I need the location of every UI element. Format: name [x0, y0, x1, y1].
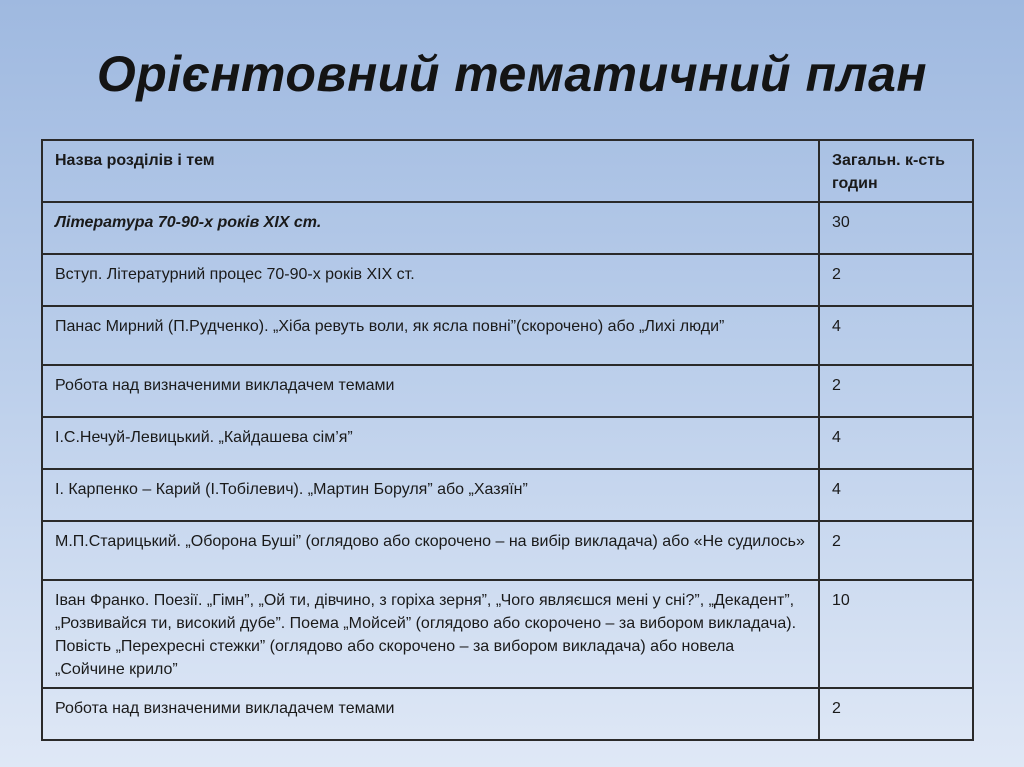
- topic-cell: Робота над визначеними викладачем темами: [42, 688, 819, 740]
- table-row: [42, 580, 973, 688]
- topic-cell: М.П.Старицький. „Оборона Буші” (оглядово або скорочено – на вибір викладача) або «Не судилось»: [42, 521, 819, 580]
- hours-cell: 2: [819, 688, 973, 740]
- topic-cell: Література 70-90-х років XIX ст.: [42, 202, 819, 254]
- topic-cell: І. Карпенко – Карий (І.Тобілевич). „Мартин Боруля” або „Хазяїн”: [42, 469, 819, 521]
- table-row: [42, 521, 973, 580]
- topic-cell: Панас Мирний (П.Рудченко). „Хіба ревуть воли, як ясла повні”(скорочено) або „Лихі люди”: [42, 306, 819, 365]
- hours-cell: 4: [819, 469, 973, 521]
- table-row: [42, 469, 973, 521]
- table-row: [42, 417, 973, 469]
- hours-cell: 30: [819, 202, 973, 254]
- hours-cell: 4: [819, 306, 973, 365]
- hours-cell: 4: [819, 417, 973, 469]
- topic-cell: Робота над визначеними викладачем темами: [42, 365, 819, 417]
- table-row: [42, 688, 973, 740]
- thematic-plan-table: [41, 139, 974, 741]
- topic-cell: І.С.Нечуй-Левицький. „Кайдашева сім’я”: [42, 417, 819, 469]
- topic-cell: Іван Франко. Поезії. „Гімн”, „Ой ти, дівчино, з горіха зерня”, „Чого являєшся мені у сні?”, „Декадент”, „Розвивайся ти, високий дубе”. Поема „Мойсей” (оглядово або скорочено – за вибором викладача). Повість „Перехресні стежки” (оглядово або скорочено – за вибором викладача) або новела „Сойчине крило”: [42, 580, 819, 688]
- table-row: [42, 365, 973, 417]
- hours-cell: 2: [819, 521, 973, 580]
- hours-cell: 10: [819, 580, 973, 688]
- table-header-row: [42, 140, 973, 202]
- slide-title: Орієнтовний тематичний план: [96, 46, 928, 102]
- table-row: [42, 202, 973, 254]
- column-header-topic: Назва розділів і тем: [42, 140, 819, 202]
- topic-cell: Вступ. Літературний процес 70-90-х років XIX ст.: [42, 254, 819, 306]
- table-row: [42, 254, 973, 306]
- hours-cell: 2: [819, 365, 973, 417]
- hours-cell: 2: [819, 254, 973, 306]
- column-header-hours: Загальн. к-сть годин: [819, 140, 973, 202]
- table-row: [42, 306, 973, 365]
